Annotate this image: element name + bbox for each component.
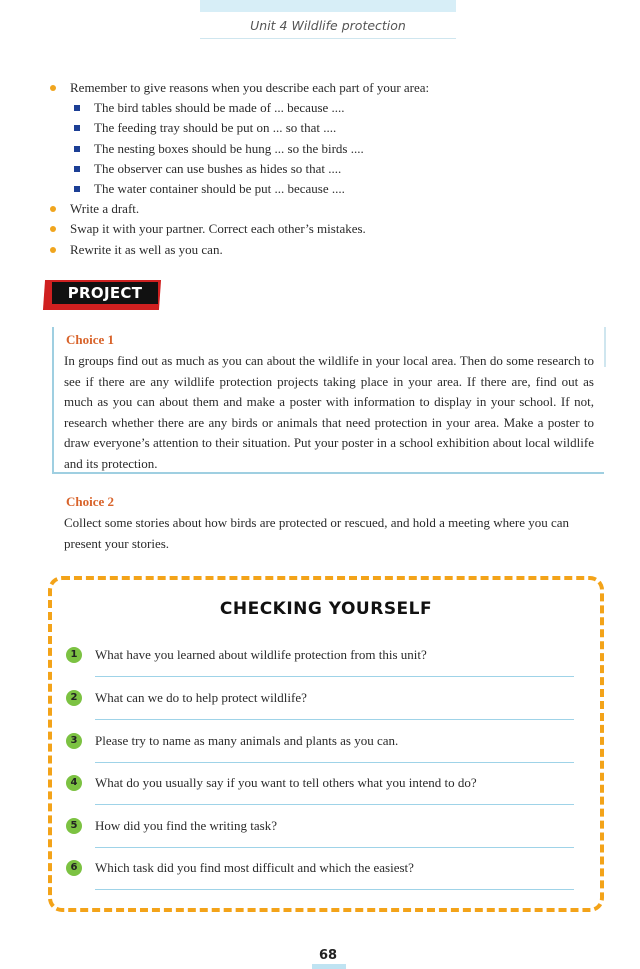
- page-number-underline: [312, 964, 346, 969]
- tip-text: Write a draft.: [70, 201, 140, 217]
- question-row: [66, 733, 578, 775]
- tip-sub-item: [48, 139, 608, 159]
- question-row: [66, 818, 578, 860]
- question-row: [66, 690, 578, 732]
- question-number-badge: 3: [66, 733, 82, 749]
- orange-dot-bullet-icon: [50, 85, 56, 91]
- question-text: How did you find the writing task?: [95, 818, 277, 833]
- tip-sub-item: [48, 98, 608, 118]
- tip-sub-item: [48, 118, 608, 138]
- blue-square-bullet-icon: [74, 105, 80, 111]
- question-number-badge: 5: [66, 818, 82, 834]
- unit-title: Unit 4 Wildlife protection: [200, 16, 456, 39]
- question-row: [66, 860, 578, 902]
- tip-text: Remember to give reasons when you describe each part of your area:: [70, 80, 430, 95]
- orange-dot-bullet-icon: [50, 226, 56, 232]
- question-number-badge: 6: [66, 860, 82, 876]
- answer-line[interactable]: [95, 889, 574, 890]
- question-number-badge: 2: [66, 690, 82, 706]
- choice-1-heading: Choice 1: [66, 332, 115, 347]
- choice-1-body: In groups find out as much as you can about the wildlife in your local area. Then do some research to see if there are any wildlife protection projects taking place in your area. If there are, find out as much as you can about them and make a poster with information to display in your school. If not, research whether there are any birds or animals that need protection in your area. Make a poster to draw everyone’s attention to their situation. Put your poster in a school exhibition about local wildlife and its protection.: [64, 353, 594, 471]
- tip-sub-text: The feeding tray should be put on ... so that ....: [94, 120, 337, 136]
- tip-item: [48, 199, 608, 219]
- question-row: [66, 647, 578, 689]
- answer-line[interactable]: [95, 762, 574, 763]
- orange-dot-bullet-icon: [50, 206, 56, 212]
- blue-square-bullet-icon: [74, 166, 80, 172]
- answer-line[interactable]: [95, 847, 574, 848]
- tip-text: Swap it with your partner. Correct each other’s mistakes.: [70, 221, 366, 237]
- blue-square-bullet-icon: [74, 186, 80, 192]
- choice-2-heading: Choice 2: [66, 494, 115, 509]
- question-row: [66, 775, 578, 817]
- tip-item: [48, 240, 608, 260]
- question-text: What can we do to help protect wildlife?: [95, 690, 307, 705]
- question-number-badge: 1: [66, 647, 82, 663]
- project-label: PROJECT: [67, 284, 143, 302]
- tip-text: Rewrite it as well as you can.: [70, 241, 223, 257]
- question-text: Please try to name as many animals and plants as you can.: [95, 733, 399, 748]
- checking-yourself-title: CHECKING YOURSELF: [219, 599, 433, 619]
- answer-line[interactable]: [95, 719, 574, 720]
- tip-sub-item: [48, 179, 608, 199]
- choice-2-body: Collect some stories about how birds are protected or rescued, and hold a meeting where you can present your stories.: [64, 515, 570, 551]
- question-text: What have you learned about wildlife protection from this unit?: [95, 647, 427, 662]
- answer-line[interactable]: [95, 676, 574, 677]
- tip-item: [48, 78, 608, 98]
- answer-line[interactable]: [95, 804, 574, 805]
- question-number-badge: 4: [66, 775, 82, 791]
- question-text: Which task did you find most difficult and which the easiest?: [95, 860, 414, 875]
- tip-sub-text: The water container should be put ... because ....: [94, 181, 345, 197]
- page-number: 68: [318, 948, 338, 963]
- tip-item: [48, 219, 608, 239]
- header-band: [200, 0, 456, 12]
- tip-sub-text: The observer can use bushes as hides so that ....: [94, 160, 342, 176]
- tip-sub-text: The nesting boxes should be hung ... so the birds ....: [94, 140, 364, 156]
- orange-dot-bullet-icon: [50, 247, 56, 253]
- blue-square-bullet-icon: [74, 125, 80, 131]
- blue-square-bullet-icon: [74, 146, 80, 152]
- writing-tips-list: [48, 78, 608, 260]
- question-text: What do you usually say if you want to tell others what you intend to do?: [95, 775, 477, 790]
- tip-sub-item: [48, 159, 608, 179]
- tip-sub-text: The bird tables should be made of ... because ....: [94, 100, 345, 116]
